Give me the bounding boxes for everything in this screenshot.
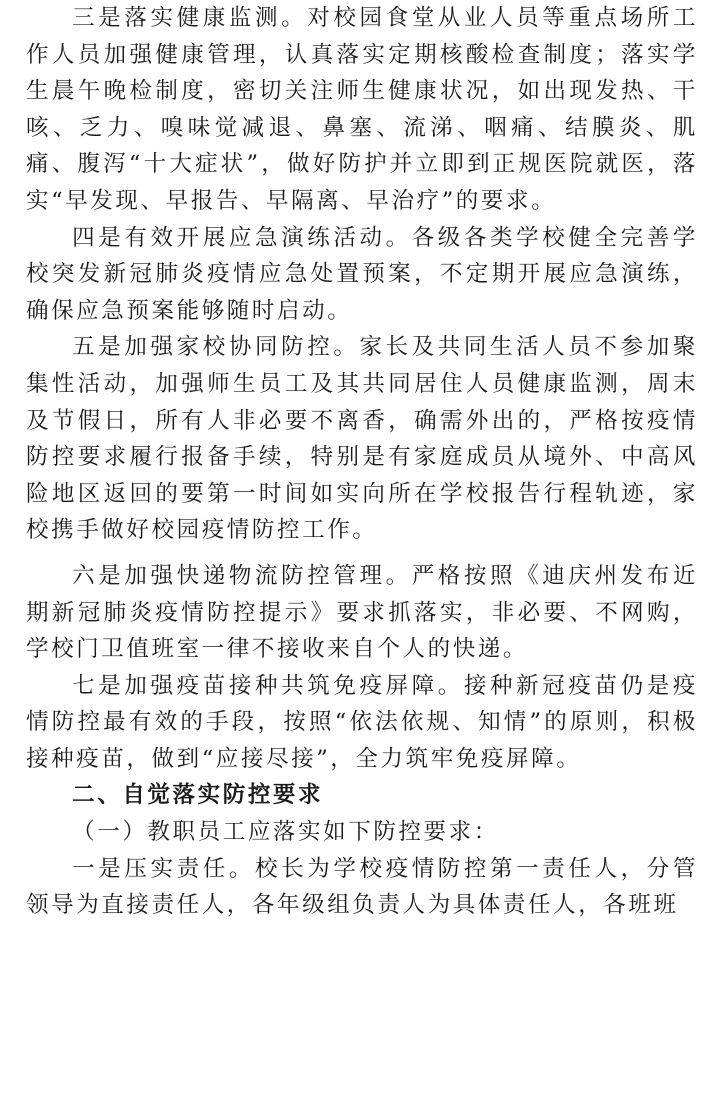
paragraph-emergency-drill: 四是有效开展应急演练活动。各级各类学校健全完善学校突发新冠肺炎疫情应急处置预案，不定期开展应急演练，确保应急预案能够随时启动。 <box>26 224 698 324</box>
paragraph-home-school-cooperation: 五是加强家校协同防控。家长及共同生活人员不参加聚集性活动，加强师生员工及其共同居住人员健康监测，周末及节假日，所有人非必要不离香，确需外出的，严格按疫情防控要求履行报备手续，特别是有家庭成员从境外、中高风险地区返回的要第一时间如实向所在学校报告行程轨迹，家校携手做好校园疫情防控工作。 <box>26 334 698 544</box>
paragraph-responsibility: 一是压实责任。校长为学校疫情防控第一责任人，分管领导为直接责任人，各年级组负责人为具体责任人，各班班 <box>26 855 698 919</box>
paragraph-express-logistics: 六是加强快递物流防控管理。严格按照《迪庆州发布近期新冠肺炎疫情防控提示》要求抓落实，非必要、不网购，学校门卫值班室一律不接收来自个人的快递。 <box>26 562 698 663</box>
paragraph-health-monitoring: 三是落实健康监测。对校园食堂从业人员等重点场所工作人员加强健康管理，认真落实定期核酸检查制度；落实学生晨午晚检制度，密切关注师生健康状况，如出现发热、干咳、乏力、嗅味觉减退、鼻塞、流涕、咽痛、结膜炎、肌痛、腹泻“十大症状”，做好防护并立即到正规医院就医，落实“早发现、早报告、早隔离、早治疗”的要求。 <box>26 5 698 214</box>
section-heading: 二、自觉落实防控要求 <box>72 782 324 809</box>
paragraph-vaccination: 七是加强疫苗接种共筑免疫屏障。接种新冠疫苗仍是疫情防控最有效的手段，按照“依法依规、知情”的原则，积极接种疫苗，做到“应接尽接”，全力筑牢免疫屏障。 <box>26 672 698 772</box>
subsection-heading: （一）教职员工应落实如下防控要求： <box>72 819 499 846</box>
